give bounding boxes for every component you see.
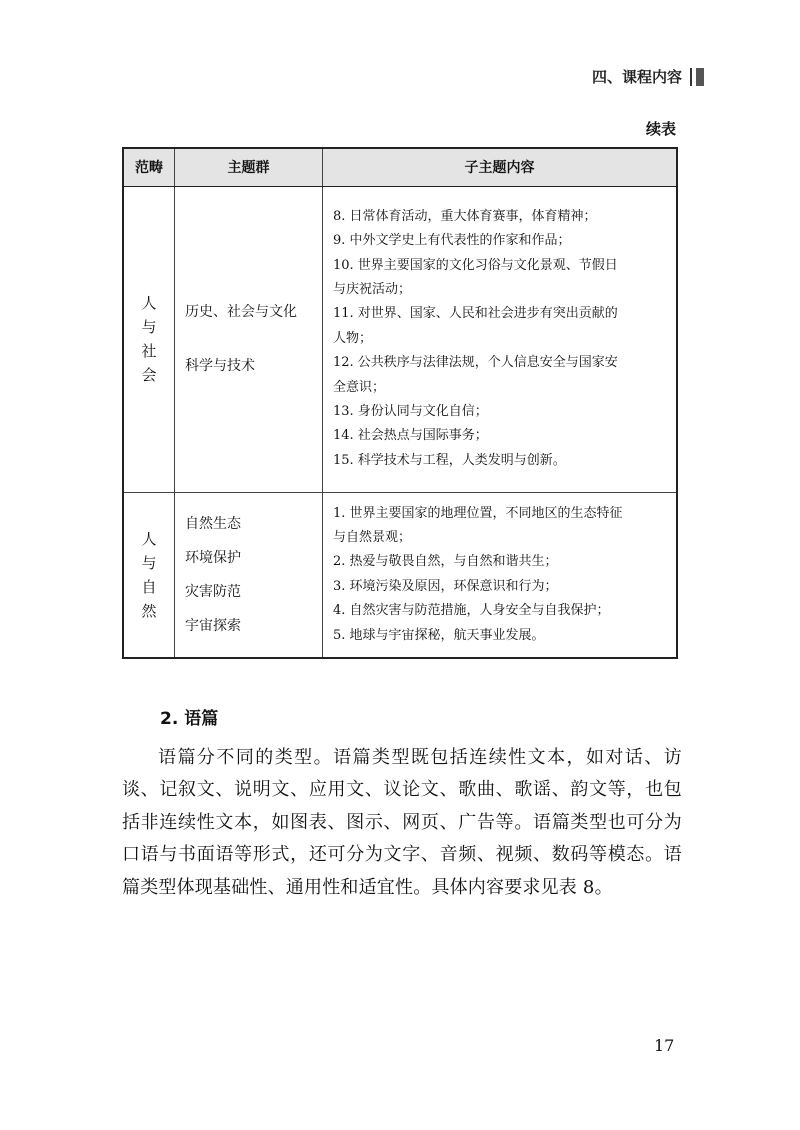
subtopic-line: 8. 日常体育活动，重大体育赛事，体育精神； (333, 208, 597, 224)
subtopic-line: 9. 中外文学史上有代表性的作家和作品； (333, 233, 571, 249)
subtopic-line: 2. 热爱与敬畏自然，与自然和谐共生； (333, 554, 558, 570)
subtopic-line: 全意识； (333, 379, 386, 395)
subtopic-line: 与庆祝活动； (333, 281, 412, 297)
category-char: 自 (141, 577, 157, 596)
header-subtopic: 子主题内容 (323, 148, 678, 186)
subtopic-line: 15. 科学技术与工程，人类发明与创新。 (333, 452, 566, 468)
header-bar-thin (690, 68, 692, 86)
continued-label: 续表 (645, 120, 676, 138)
subtopic-line: 10. 世界主要国家的文化习俗与文化景观、节假日 (333, 257, 618, 273)
running-header (592, 66, 704, 87)
subtopic-line: 1. 世界主要国家的地理位置，不同地区的生态特征 (333, 505, 623, 521)
category-cell (123, 492, 175, 658)
content-table (122, 147, 678, 659)
theme-cell (175, 492, 323, 658)
theme-item: 灾害防范 (185, 583, 241, 600)
category-char: 社 (141, 342, 157, 360)
theme-item: 科学与技术 (185, 358, 255, 374)
subtopic-line: 4. 自然灾害与防范措施，人身安全与自我保护； (333, 603, 610, 619)
subtopic-line: 3. 环境污染及原因，环保意识和行为； (333, 578, 558, 594)
subtopic-line: 13. 身份认同与文化自信； (333, 404, 488, 420)
table-row (123, 492, 677, 658)
section-paragraph: 语篇分不同的类型。语篇类型既包括连续性文本，如对话、访谈、记叙文、说明文、应用文、议论文、歌曲、歌谣、韵文等，也包括非连续性文本，如图表、图示、网页、广告等。语篇类型也可分为口语与书面语等形式，还可分为文字、音频、视频、数码等模态。语篇类型体现基础性、通用性和适宜性。具体内容要求见表 8。 (122, 747, 682, 898)
subtopic-line: 与自然景观； (333, 529, 412, 545)
header-category: 范畴 (123, 148, 175, 186)
section-title: 2. 语篇 (160, 709, 219, 729)
theme-item: 宇宙探索 (185, 617, 241, 634)
theme-item: 历史、社会与文化 (185, 304, 297, 320)
table-header-row (123, 148, 677, 186)
category-cell (123, 186, 175, 492)
subtopic-cell (323, 492, 678, 658)
theme-item: 环境保护 (185, 549, 241, 566)
theme-cell (175, 186, 323, 492)
category-char: 与 (141, 318, 157, 336)
page-number: 17 (654, 1036, 675, 1055)
category-char: 人 (141, 529, 157, 548)
theme-item: 自然生态 (185, 515, 241, 532)
category-char: 与 (141, 553, 157, 572)
subtopic-line: 11. 对世界、国家、人民和社会进步有突出贡献的 (333, 306, 618, 322)
category-char: 人 (141, 294, 157, 312)
category-char: 然 (141, 601, 157, 620)
table-row (123, 186, 677, 492)
subtopic-line: 5. 地球与宇宙探秘，航天事业发展。 (333, 627, 545, 643)
header-theme-group: 主题群 (175, 148, 323, 186)
subtopic-line: 14. 社会热点与国际事务； (333, 428, 488, 444)
header-bar-thick (696, 68, 704, 86)
subtopic-line: 人物； (333, 330, 373, 346)
header-title: 四、课程内容 (591, 68, 682, 86)
category-char: 会 (141, 366, 157, 384)
subtopic-cell (323, 186, 678, 492)
subtopic-line: 12. 公共秩序与法律法规，个人信息安全与国家安 (333, 355, 618, 371)
